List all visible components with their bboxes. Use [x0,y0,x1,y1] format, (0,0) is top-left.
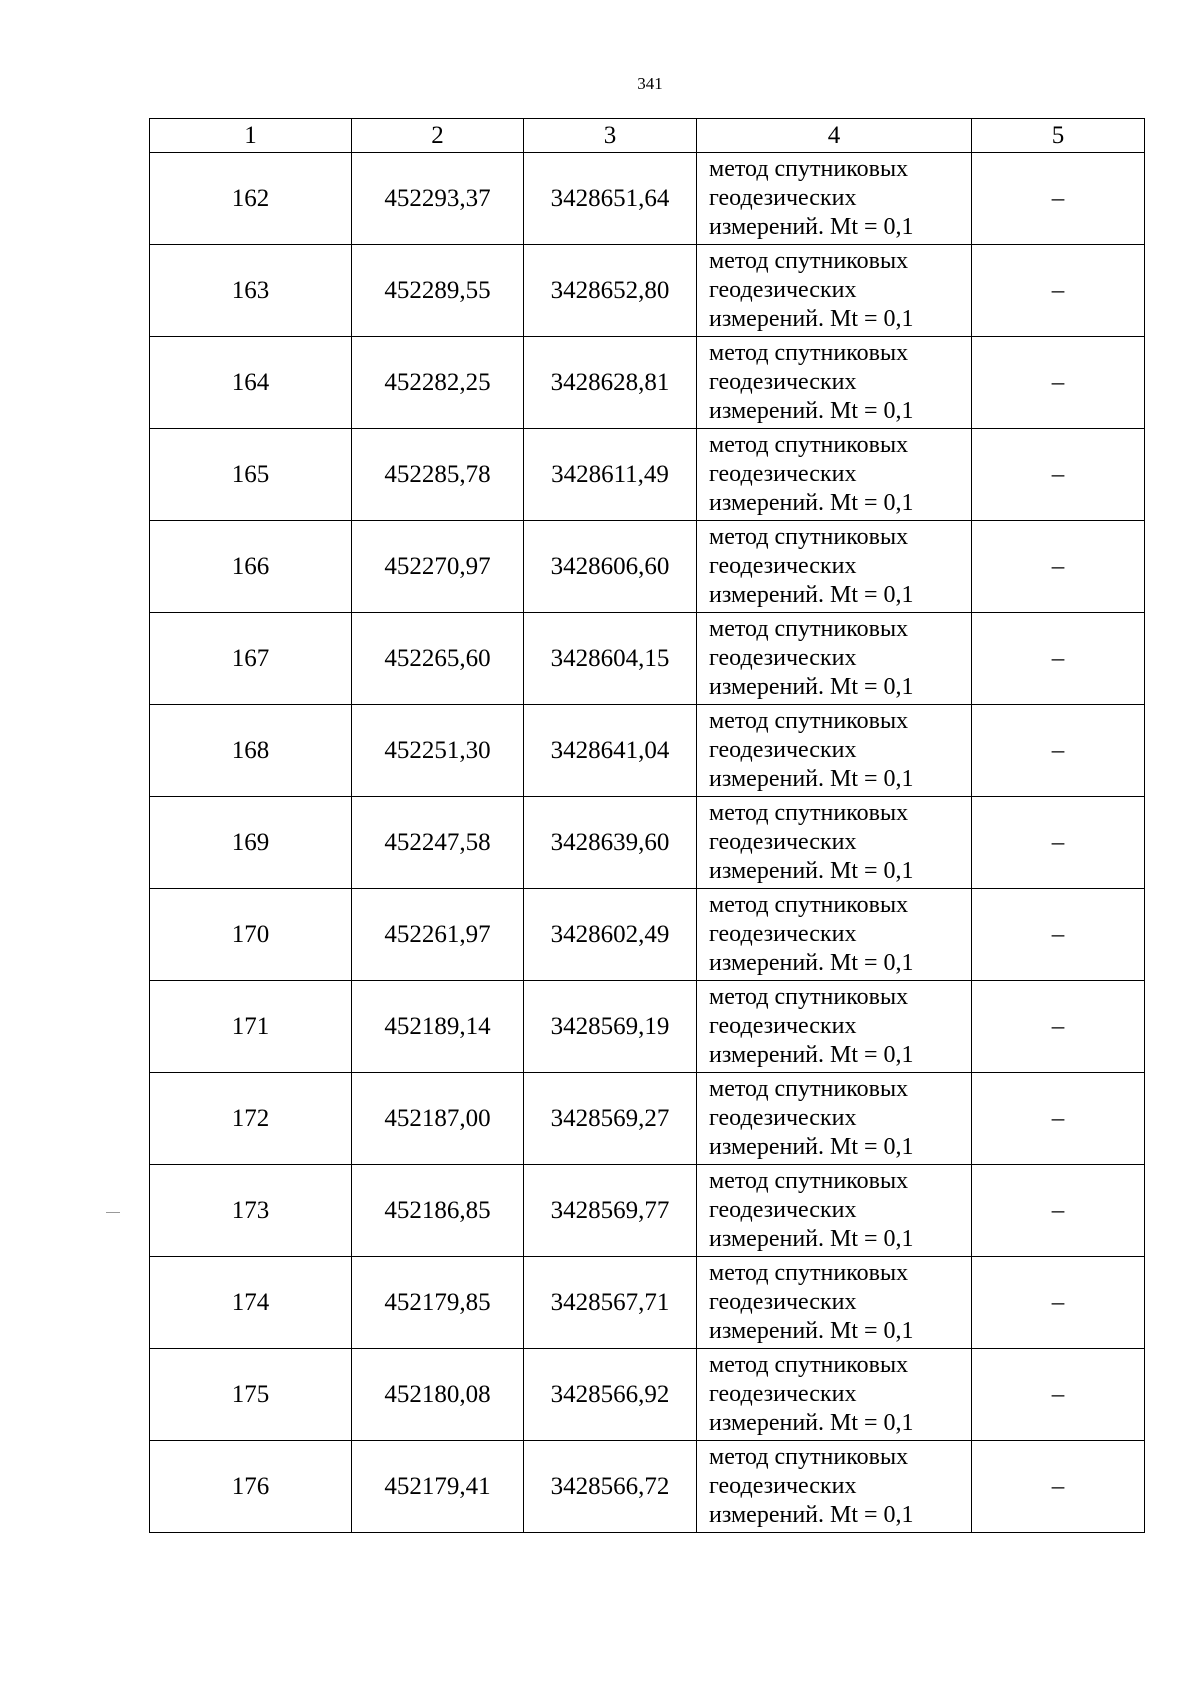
method-line: метод спутниковых [709,800,909,826]
table-row [150,1257,1145,1349]
method-line: метод спутниковых [709,432,909,458]
method-cell [697,521,972,613]
page-number: 341 [637,74,663,93]
method-line: измерений. Mt = 0,1 [709,1226,914,1252]
note-cell: – [972,613,1145,705]
method-line: измерений. Mt = 0,1 [709,1502,914,1528]
method-line: измерений. Mt = 0,1 [709,1134,914,1160]
method-cell [697,797,972,889]
x-coordinate-cell: 452186,85 [352,1165,524,1257]
point-number-cell: 169 [150,797,352,889]
method-line: метод спутниковых [709,708,909,734]
method-cell [697,705,972,797]
method-line: измерений. Mt = 0,1 [709,582,914,608]
point-number-cell: 162 [150,153,352,245]
note-cell: – [972,153,1145,245]
table-row [150,1441,1145,1533]
table-row [150,337,1145,429]
x-coordinate-cell: 452261,97 [352,889,524,981]
y-coordinate-cell: 3428567,71 [524,1257,697,1349]
method-line: метод спутниковых [709,616,909,642]
note-cell: – [972,1073,1145,1165]
method-line: метод спутниковых [709,984,909,1010]
table-row [150,889,1145,981]
x-coordinate-cell: 452180,08 [352,1349,524,1441]
method-line: измерений. Mt = 0,1 [709,398,914,424]
point-number-cell: 172 [150,1073,352,1165]
method-line: метод спутниковых [709,1076,909,1102]
method-line: измерений. Mt = 0,1 [709,1410,914,1436]
note-cell: – [972,337,1145,429]
y-coordinate-cell: 3428641,04 [524,705,697,797]
method-cell [697,337,972,429]
method-cell [697,153,972,245]
note-cell: – [972,521,1145,613]
method-line: метод спутниковых [709,892,909,918]
method-line: измерений. Mt = 0,1 [709,674,914,700]
table-row [150,981,1145,1073]
x-coordinate-cell: 452187,00 [352,1073,524,1165]
y-coordinate-cell: 3428651,64 [524,153,697,245]
table-row [150,521,1145,613]
note-cell: – [972,245,1145,337]
method-cell [697,1349,972,1441]
method-cell [697,1073,972,1165]
note-cell: – [972,429,1145,521]
table-row [150,705,1145,797]
method-line: геодезических [709,1473,857,1499]
method-line: метод спутниковых [709,1260,909,1286]
method-line: геодезических [709,1105,857,1131]
y-coordinate-cell: 3428566,92 [524,1349,697,1441]
method-line: измерений. Mt = 0,1 [709,1042,914,1068]
x-coordinate-cell: 452282,25 [352,337,524,429]
note-cell: – [972,1441,1145,1533]
note-cell: – [972,889,1145,981]
method-cell [697,981,972,1073]
method-line: измерений. Mt = 0,1 [709,490,914,516]
y-coordinate-cell: 3428652,80 [524,245,697,337]
x-coordinate-cell: 452270,97 [352,521,524,613]
table-row [150,245,1145,337]
method-line: метод спутниковых [709,156,909,182]
x-coordinate-cell: 452179,85 [352,1257,524,1349]
point-number-cell: 173 [150,1165,352,1257]
y-coordinate-cell: 3428602,49 [524,889,697,981]
y-coordinate-cell: 3428569,27 [524,1073,697,1165]
y-coordinate-cell: 3428569,77 [524,1165,697,1257]
y-coordinate-cell: 3428611,49 [524,429,697,521]
coordinates-table [149,118,1145,1533]
method-cell [697,429,972,521]
table-row [150,429,1145,521]
point-number-cell: 175 [150,1349,352,1441]
point-number-cell: 168 [150,705,352,797]
note-cell: – [972,1349,1145,1441]
x-coordinate-cell: 452179,41 [352,1441,524,1533]
point-number-cell: 166 [150,521,352,613]
method-line: измерений. Mt = 0,1 [709,306,914,332]
y-coordinate-cell: 3428604,15 [524,613,697,705]
method-line: геодезических [709,369,857,395]
method-line: измерений. Mt = 0,1 [709,858,914,884]
table-row [150,797,1145,889]
x-coordinate-cell: 452293,37 [352,153,524,245]
method-line: метод спутниковых [709,248,909,274]
method-cell [697,1165,972,1257]
point-number-cell: 167 [150,613,352,705]
method-cell [697,1257,972,1349]
method-line: геодезических [709,553,857,579]
x-coordinate-cell: 452247,58 [352,797,524,889]
x-coordinate-cell: 452289,55 [352,245,524,337]
method-line: измерений. Mt = 0,1 [709,766,914,792]
method-line: геодезических [709,461,857,487]
note-cell: – [972,797,1145,889]
note-cell: – [972,981,1145,1073]
method-line: геодезических [709,829,857,855]
x-coordinate-cell: 452265,60 [352,613,524,705]
point-number-cell: 165 [150,429,352,521]
method-line: измерений. Mt = 0,1 [709,214,914,240]
header-cell-1: 1 [150,119,352,153]
header-cell-3: 3 [524,119,697,153]
method-line: метод спутниковых [709,1444,909,1470]
y-coordinate-cell: 3428606,60 [524,521,697,613]
x-coordinate-cell: 452285,78 [352,429,524,521]
point-number-cell: 171 [150,981,352,1073]
method-line: геодезических [709,921,857,947]
method-cell [697,245,972,337]
method-line: геодезических [709,645,857,671]
table-row [150,1165,1145,1257]
header-cell-4: 4 [697,119,972,153]
table-row [150,1349,1145,1441]
x-coordinate-cell: 452251,30 [352,705,524,797]
method-line: метод спутниковых [709,524,909,550]
method-line: метод спутниковых [709,340,909,366]
table-body [150,153,1145,1533]
y-coordinate-cell: 3428639,60 [524,797,697,889]
method-line: измерений. Mt = 0,1 [709,950,914,976]
header-cell-5: 5 [972,119,1145,153]
method-line: геодезических [709,1197,857,1223]
method-line: метод спутниковых [709,1352,909,1378]
method-line: геодезических [709,737,857,763]
method-cell [697,889,972,981]
note-cell: – [972,1257,1145,1349]
note-cell: – [972,705,1145,797]
method-cell [697,613,972,705]
table-row [150,613,1145,705]
point-number-cell: 163 [150,245,352,337]
method-line: геодезических [709,1381,857,1407]
header-row [150,119,1145,153]
method-line: метод спутниковых [709,1168,909,1194]
table-row [150,1073,1145,1165]
y-coordinate-cell: 3428566,72 [524,1441,697,1533]
x-coordinate-cell: 452189,14 [352,981,524,1073]
note-cell: – [972,1165,1145,1257]
y-coordinate-cell: 3428628,81 [524,337,697,429]
method-line: измерений. Mt = 0,1 [709,1318,914,1344]
point-number-cell: 170 [150,889,352,981]
method-line: геодезических [709,1013,857,1039]
y-coordinate-cell: 3428569,19 [524,981,697,1073]
point-number-cell: 174 [150,1257,352,1349]
header-cell-2: 2 [352,119,524,153]
method-line: геодезических [709,1289,857,1315]
margin-mark [106,1212,120,1213]
method-line: геодезических [709,185,857,211]
point-number-cell: 164 [150,337,352,429]
table-row [150,153,1145,245]
method-cell [697,1441,972,1533]
point-number-cell: 176 [150,1441,352,1533]
method-line: геодезических [709,277,857,303]
